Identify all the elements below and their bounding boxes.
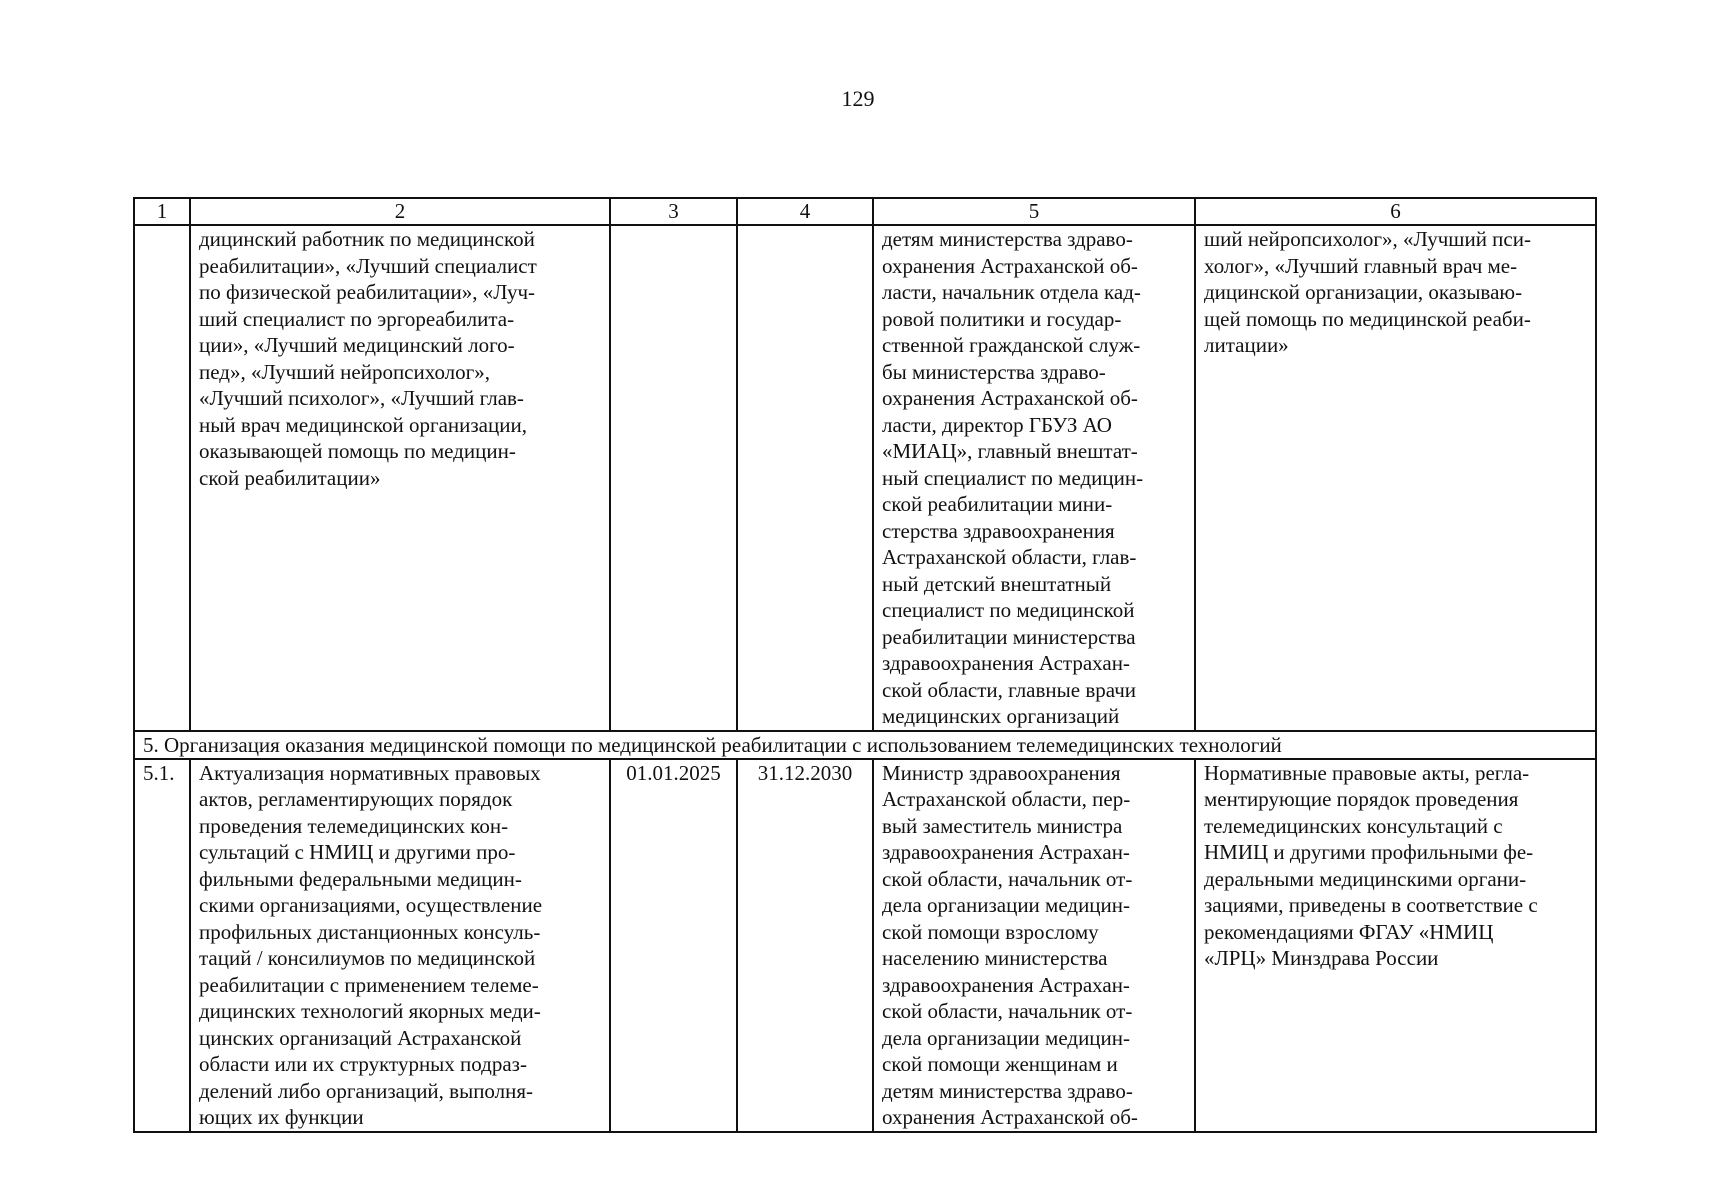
header-row [134,198,1596,225]
cell-result: ший нейропсихолог», «Лучший пси- холог», «Лучший главный врач ме- дицинской организации, оказываю- щей помощь по медицинской реаби- литации» [1195,225,1596,731]
header-col-4: 4 [737,198,873,225]
header-col-2: 2 [190,198,610,225]
header-col-5: 5 [873,198,1195,225]
cell-responsible: детям министерства здраво- охранения Астраханской об- ласти, начальник отдела кад- ровой политики и государ- ственной гражданской служ- бы министерства здраво- охранения Астраханской об- ласти, директор ГБУЗ АО «МИАЦ», главный внештат- ный специалист по медицин- ской реабилитации мини- стерства здравоохранения Астраханской области, глав- ный детский внештатный специалист по медицинской реабилитации министерства здравоохранения Астрахан- ской области, главные врачи медицинских организаций [873,225,1195,731]
cell-end-date [737,225,873,731]
section-title: 5. Организация оказания медицинской помощи по медицинской реабилитации с использованием телемедицинских технологий [134,731,1596,759]
table-row-continuation [134,225,1596,731]
section-row [134,731,1596,759]
header-col-3: 3 [610,198,737,225]
cell-result: Нормативные правовые акты, регла- ментирующие порядок проведения телемедицинских консультаций с НМИЦ и другими профильными фе- деральными медицинскими органи- зациями, приведены в соответствие с рекомендациями ФГАУ «НМИЦ «ЛРЦ» Минздрава России [1195,759,1596,1132]
cell-start-date [610,225,737,731]
header-col-1: 1 [134,198,190,225]
cell-number: 5.1. [134,759,190,1132]
page-number: 129 [841,86,875,111]
header-col-6: 6 [1195,198,1596,225]
cell-description: Актуализация нормативных правовых актов, регламентирующих порядок проведения телемедицинских кон- сультаций с НМИЦ и другими про- фильными федеральными медицин- скими организациями, осуществление профильных дистанционных консуль- таций / консилиумов по медицинской реабилитации с применением телеме- дицинских технологий якорных меди- цинских организаций Астраханской области или их структурных подраз- делений либо организаций, выполня- ющих их функции [190,759,610,1132]
table-row-5-1 [134,759,1596,1132]
plan-table [133,197,1597,1133]
cell-start-date: 01.01.2025 [610,759,737,1132]
cell-number [134,225,190,731]
cell-responsible: Министр здравоохранения Астраханской области, пер- вый заместитель министра здравоохранения Астрахан- ской области, начальник от- дела организации медицин- ской помощи взрослому населению министерства здравоохранения Астрахан- ской области, начальник от- дела организации медицин- ской помощи женщинам и детям министерства здраво- охранения Астраханской об- [873,759,1195,1132]
cell-end-date: 31.12.2030 [737,759,873,1132]
cell-description: дицинский работник по медицинской реабилитации», «Лучший специалист по физической реабилитации», «Луч- ший специалист по эргореабилита- ции», «Лучший медицинский лого- пед», «Лучший нейропсихолог», «Лучший психолог», «Лучший глав- ный врач медицинской организации, оказывающей помощь по медицин- ской реабилитации» [190,225,610,731]
